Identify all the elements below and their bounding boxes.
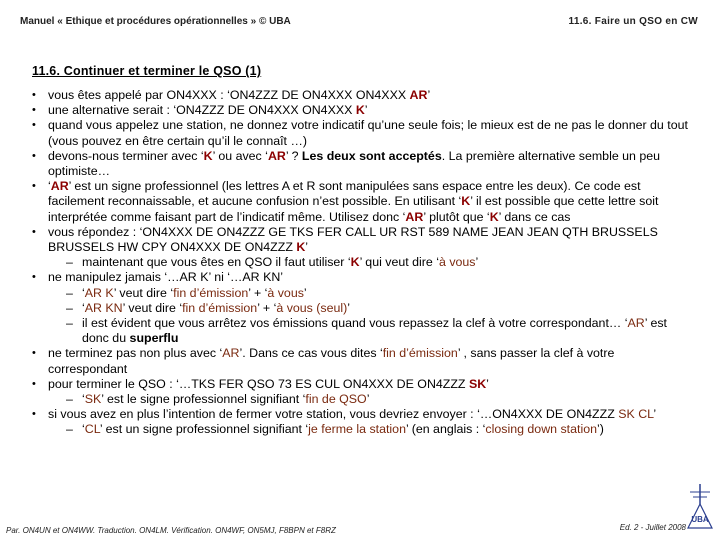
meaning: à vous xyxy=(439,255,476,270)
text: quand vous appelez une station, ne donnez votre indicatif qu’une seule fois; le mieux est de ne pas le donner du tout (vous pouvez en être certain qu’il le connaît …) xyxy=(48,118,688,148)
text: ’ + ‘ xyxy=(248,285,268,300)
prosign: AR xyxy=(409,88,428,102)
bullet-icon: • xyxy=(32,347,36,360)
bullet-icon: • xyxy=(32,180,36,193)
text: il est évident que vous arrêtez vos émissions quand vous repassez la clef à votre correspondant… ‘ xyxy=(82,316,628,331)
list-item xyxy=(30,346,690,376)
prosign: K xyxy=(203,148,213,163)
text: ’ il est possible que cette lettre soit interprétée comme faisant part de l’indicatif même. Utilisez donc ‘ xyxy=(48,194,659,224)
text: ’ xyxy=(303,285,307,300)
meaning: fin d’émission xyxy=(182,300,258,315)
prosign: CL xyxy=(84,422,100,437)
text: si vous avez en plus l’intention de fermer votre station, vous devriez envoyer : ‘…ON4XXX DE ON4ZZZ xyxy=(48,407,619,422)
text: ’ xyxy=(366,392,370,407)
footer-edition: Ed. 2 - Juillet 2008 xyxy=(619,523,686,532)
sub-list-item xyxy=(30,286,690,301)
text: ‘ xyxy=(82,285,85,300)
list-item xyxy=(30,149,690,179)
prosign: SK xyxy=(468,376,487,391)
text: devons-nous terminer avec ‘ xyxy=(48,148,204,163)
list-item xyxy=(30,118,690,148)
bullet-icon: • xyxy=(32,377,36,390)
dash-icon: – xyxy=(66,422,73,437)
list-item xyxy=(30,225,690,255)
prosign: K xyxy=(489,209,499,224)
text: ’ xyxy=(486,376,489,391)
dash-icon: – xyxy=(66,300,73,315)
footer-credits: Par. ON4UN et ON4WW. Traduction. ON4LM. Vérification. ON4WF, ON5MJ, F8BPN et F8RZ xyxy=(6,526,336,535)
text: une alternative serait : ‘ON4ZZZ DE ON4XXX ON4XXX xyxy=(48,103,356,118)
slide-title: 11.6. Continuer et terminer le QSO (1) xyxy=(32,64,262,78)
text: vous répondez : ‘ON4XXX DE ON4ZZZ GE TKS FER CALL UR RST 589 NAME JEAN JEAN QTH BRUSSELS BRUSSELS HW CPY ON4XXX DE ON4ZZZ xyxy=(48,224,658,255)
prosign: AR xyxy=(405,209,424,224)
text: ne terminez pas non plus avec ‘ xyxy=(48,346,223,361)
bullet-icon: • xyxy=(32,225,36,238)
text: ’ est un signe professionnel signifiant ‘ xyxy=(99,422,309,437)
text: ’ est donc du xyxy=(82,316,667,346)
bullet-icon: • xyxy=(32,408,36,421)
text: ’ xyxy=(305,240,309,255)
sub-list-item xyxy=(30,316,690,346)
text: ’ , sans passer la clef à votre correspondant xyxy=(48,346,615,376)
list-item xyxy=(30,270,690,285)
text: vous êtes appelé par ON4XXX : ‘ON4ZZZ DE ON4XXX ON4XXX xyxy=(48,88,410,102)
text: ’ ou avec ‘ xyxy=(212,148,268,163)
prosign: AR KN xyxy=(84,300,123,315)
text: ’ veut dire ‘ xyxy=(122,300,183,315)
text: ’ (en anglais : ‘ xyxy=(405,422,486,437)
header-manual-title: Manuel « Ethique et procédures opérationnelles » © UBA xyxy=(20,16,291,27)
list-item xyxy=(30,179,690,225)
prosign: K xyxy=(355,103,365,118)
text: ’) xyxy=(597,422,604,437)
prosign: AR xyxy=(222,346,240,361)
sub-list-item xyxy=(30,301,690,316)
text: ’ xyxy=(653,407,657,422)
text: ’ xyxy=(364,103,368,118)
sub-list-item xyxy=(30,255,690,270)
text: maintenant que vous êtes en QSO il faut utiliser ‘ xyxy=(82,255,351,270)
text: ‘ xyxy=(82,422,85,437)
meaning: fin d’émission xyxy=(382,346,458,361)
list-item xyxy=(30,407,690,422)
header-section-title: 11.6. Faire un QSO en CW xyxy=(568,16,698,27)
text: ne manipulez jamais ‘…AR K’ ni ‘…AR KN’ xyxy=(48,270,284,285)
text: ’ qui veut dire ‘ xyxy=(359,255,439,270)
dash-icon: – xyxy=(66,255,73,270)
text: ’ est le signe professionnel signifiant ‘ xyxy=(101,392,306,407)
bullet-icon: • xyxy=(32,89,36,101)
text: ’ + ‘ xyxy=(257,300,277,315)
emphasis: Les deux sont acceptés xyxy=(301,148,442,163)
text: ‘ xyxy=(48,179,51,194)
prosign: K xyxy=(461,194,471,209)
text: ’ veut dire ‘ xyxy=(113,285,174,300)
text: ‘ xyxy=(82,300,85,315)
prosign: SK xyxy=(84,392,102,407)
text: ’ plutôt que ‘ xyxy=(423,209,490,224)
meaning: closing down station xyxy=(485,422,597,437)
list-item xyxy=(30,377,690,392)
dash-icon: – xyxy=(66,285,73,300)
prosign: AR xyxy=(267,148,286,163)
content-list xyxy=(30,88,690,438)
bullet-icon: • xyxy=(32,149,36,162)
prosign: AR K xyxy=(84,285,114,300)
meaning: à vous xyxy=(267,285,304,300)
uba-logo-icon xyxy=(684,482,716,534)
prosign: K xyxy=(296,240,306,255)
emphasis: superflu xyxy=(129,331,179,346)
prosign: AR xyxy=(50,179,69,194)
text: ’ xyxy=(347,300,351,315)
text: ’ xyxy=(475,255,479,270)
prosign: AR xyxy=(627,316,645,331)
meaning: à vous (seul) xyxy=(276,300,348,315)
dash-icon: – xyxy=(66,392,73,407)
text: ’ est un signe professionnel (les lettres A et R sont manipulées sans espace entre les deux). Ce code est facilement reconnaissable, et aucune confusion n’est possible. En utilisant ‘ xyxy=(48,179,641,209)
text: pour terminer le QSO : ‘…TKS FER QSO 73 ES CUL ON4XXX DE ON4ZZZ xyxy=(48,376,469,391)
text: ‘ xyxy=(82,392,85,407)
text: . La première alternative semble un peu optimiste… xyxy=(48,148,661,179)
text: ’ dans ce cas xyxy=(498,209,571,224)
text: ’ ? xyxy=(285,148,302,163)
prosign: K xyxy=(350,255,360,270)
sub-list-item xyxy=(30,422,690,437)
bullet-icon: • xyxy=(32,119,36,132)
text: ’ xyxy=(427,88,431,102)
list-item xyxy=(30,88,690,103)
list-item xyxy=(30,103,690,118)
bullet-icon: • xyxy=(32,104,36,117)
meaning: fin d’émission xyxy=(173,285,249,300)
meaning: je ferme la station xyxy=(308,422,406,437)
sub-list-item xyxy=(30,392,690,407)
text: ’. Dans ce cas vous dites ‘ xyxy=(239,346,383,361)
dash-icon: – xyxy=(66,316,73,331)
logo-text: UBA xyxy=(691,515,709,524)
prosign: SK CL xyxy=(618,407,654,422)
bullet-icon: • xyxy=(32,271,36,284)
meaning: fin de QSO xyxy=(305,392,367,407)
